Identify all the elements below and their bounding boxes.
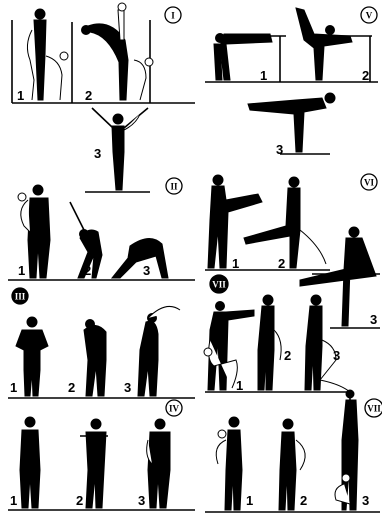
panel-VIII-label-1: 1: [246, 493, 254, 508]
panel-IV-badge: [166, 400, 182, 416]
panel-VII: [204, 275, 350, 393]
panel-VI-label-2: 2: [278, 256, 286, 271]
panel-V-badge: [361, 7, 377, 23]
panel-V-label-2: 2: [362, 68, 370, 83]
panel-VI: [205, 174, 380, 328]
panel-V-figure-2: [296, 8, 352, 80]
panel-III-figure-1: [16, 317, 48, 396]
panel-II-label-1: 1: [18, 263, 26, 278]
panel-V-numeral: V: [365, 10, 373, 21]
panel-VIII-figure-1: [216, 417, 242, 510]
panel-II-numeral: II: [170, 181, 178, 192]
panel-VIII-label-3: 3: [362, 493, 370, 508]
panel-IV-numeral: IV: [168, 403, 180, 414]
panel-III-numeral: III: [14, 291, 26, 302]
panel-VII-figure-1: [204, 302, 254, 391]
panel-VII-numeral: VII: [212, 279, 226, 290]
panel-V-figure-3: [248, 93, 335, 152]
panel-II: [8, 178, 195, 280]
panel-V-label-3: 3: [276, 142, 284, 157]
panel-II-badge: [166, 178, 182, 194]
panel-VIII-figure-3: [335, 390, 358, 510]
panel-III: [8, 288, 195, 398]
panel-II-figure-3: [112, 238, 168, 278]
panel-VIII-label-2: 2: [300, 493, 308, 508]
panel-IV-label-1: 1: [10, 493, 18, 508]
panel-VI-figure-2: [244, 177, 326, 268]
panel-II-label-2: 2: [84, 263, 92, 278]
panel-I-figure-2: [82, 3, 154, 100]
panel-III-label-2: 2: [68, 380, 76, 395]
panel-I-label-2: 2: [85, 88, 93, 103]
panel-I-figure-1: [27, 9, 68, 100]
panel-V: [205, 7, 378, 157]
panel-I-badge: [165, 7, 181, 23]
panel-VI-figure-1: [208, 175, 262, 268]
panel-II-label-3: 3: [143, 263, 151, 278]
panel-VII-label-1: 1: [236, 378, 244, 393]
panel-III-badge: [12, 288, 28, 304]
panel-VIII: [205, 390, 382, 512]
panel-I: [12, 3, 195, 192]
panel-VIII-badge: [365, 399, 382, 417]
panel-IV-figure-1: [20, 417, 40, 508]
panel-VI-badge: [361, 174, 377, 190]
panel-VI-label-1: 1: [232, 256, 240, 271]
panel-IV: [8, 400, 195, 510]
panel-III-figure-3: [138, 306, 180, 396]
panel-VII-label-2: 2: [284, 348, 292, 363]
panel-VI-numeral: VI: [363, 177, 375, 188]
panel-IV-figure-2: [80, 419, 108, 508]
panel-VII-figure-2: [258, 295, 281, 390]
panel-IV-label-2: 2: [76, 493, 84, 508]
panel-V-label-1: 1: [260, 68, 268, 83]
panel-IV-figure-3: [147, 419, 170, 508]
panel-IV-label-3: 3: [138, 493, 146, 508]
panel-III-label-3: 3: [124, 380, 132, 395]
panel-VIII-numeral: VII: [367, 403, 381, 414]
panel-III-figure-2: [84, 320, 106, 397]
panel-I-label-1: 1: [17, 88, 25, 103]
panel-VII-label-3: 3: [333, 348, 341, 363]
panel-III-label-1: 1: [10, 380, 18, 395]
panel-I-label-3: 3: [94, 146, 102, 161]
panel-I-numeral: I: [171, 10, 175, 21]
panel-VII-badge: [210, 275, 228, 293]
panel-VI-label-3: 3: [370, 312, 378, 327]
